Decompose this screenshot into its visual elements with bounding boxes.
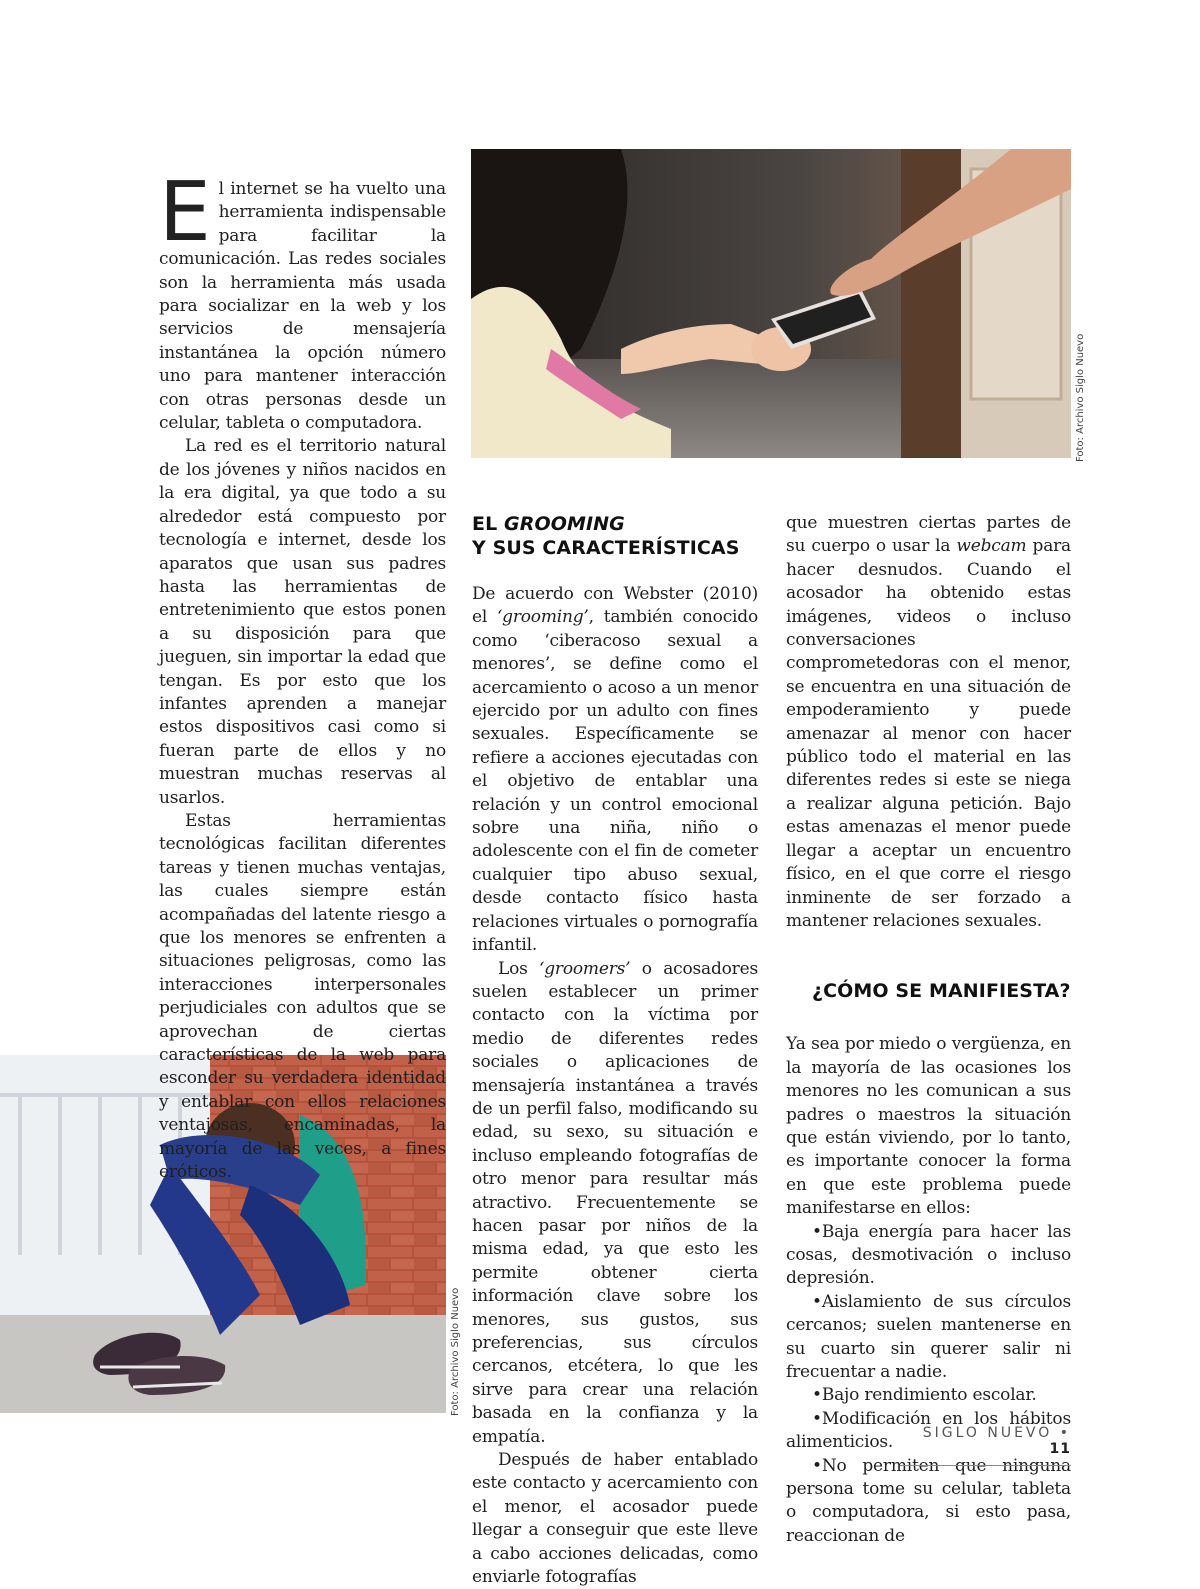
text: o acosadores suelen establecer un primer contacto con la víctima por medio de diferentes redes sociales o aplicaciones de mensajería instantánea a través de un perfil falso, modificando su edad, su sexo, su situación e incluso empleando fotografías de otro menor para resultar más atractivo. Frecuentemente se hacen pasar por niños de la misma edad, ya que esto les permite obtener cierta información clave sobre los menores, sus gustos, sus preferencias, sus círculos cercanos, etcétera, lo que les sirve para crear una relación basada en la confianza y la empatía. (472, 958, 758, 1447)
section-heading-text: ¿CÓMO SE MANIFIESTA? (812, 980, 1071, 1003)
paragraph (786, 512, 1071, 933)
section-heading-line-2: Y SUS CARACTERÍSTICAS (472, 537, 740, 559)
heading-emphasis: GROOMING (504, 513, 625, 535)
text: De acuerdo con Webster (2010) el (472, 584, 758, 628)
section-heading-grooming (472, 512, 772, 560)
paragraph (472, 958, 758, 1450)
photo-child-with-phone-image (471, 149, 1071, 458)
drop-cap: E (159, 165, 211, 260)
magazine-name: SIGLO NUEVO (922, 1425, 1053, 1441)
paragraph: Después de haber entablado este contacto y acercamiento con el menor, el acosador puede llegar a conseguir que este lleve a cabo acciones delicadas, como enviarle fotografías (472, 1450, 758, 1588)
paragraph-intro-text: l internet se ha vuelto una herramienta indispensable para facilitar la comunicación. Las redes sociales son la herramienta más usada para socializar en la web y los servicios de mensajería instantánea la opción número uno para mantener interacción con otras personas desde un celular, tableta o computadora. (159, 179, 446, 434)
text: para hacer desnudos. Cuando el acosador ha obtenido estas imágenes, videos o incluso conversaciones comprometedoras con el menor, se encuentra en una situación de empoderamiento y puede amenazar al menor con hacer público todo el material en las diferentes redes si este se niega a realizar alguna petición. Bajo estas amenazas el menor puede llegar a aceptar un encuentro físico, en el que corre el riesgo inminente de ser forzado a mantener relaciones sexuales. (786, 536, 1071, 931)
emphasis: ‘groomers’ (539, 958, 631, 979)
photo-credit-top: Foto: Archivo Siglo Nuevo (1075, 333, 1086, 462)
text: que muestren ciertas partes de su cuerpo o usar la (786, 513, 1071, 557)
text: , también conocido como ‘ciberacoso sexual a menores’, se define como el acercamiento o acoso a un menor ejercido por un adulto con fines sexuales. Específicamente se refiere a acciones ejecutadas con el objetivo de entablar una relación y un control emocional sobre una niña, niño o adolescente con el fin de cometer cualquier tipo abuso sexual, desde contacto físico hasta relaciones virtuales o pornografía infantil. (472, 607, 758, 956)
bullet-item: •No permiten que ninguna persona tome su celular, tableta o computadora, si esto pasa, reaccionan de (786, 1455, 1071, 1546)
paragraph (472, 583, 758, 958)
section-heading-line-1 (472, 512, 772, 536)
bullet-item: •Baja energía para hacer las cosas, desmotivación o incluso depresión. (786, 1221, 1071, 1289)
page-footer (900, 1425, 1071, 1466)
article-column-3 (786, 512, 1071, 1548)
paragraph-intro (159, 165, 446, 435)
emphasis: webcam (956, 536, 1027, 557)
page-number: 11 (1049, 1441, 1071, 1457)
paragraph: Estas herramientas tecnológicas facilitan diferentes tareas y tienen muchas ventajas, las cuales siempre están acompañadas del latente riesgo a que los menores se enfrenten a situaciones peligrosas, como las interacciones interpersonales perjudiciales con adultos que se aprovechan de ciertas características de la web para esconder su verdadera identidad y entablar con ellos relaciones ventajosas, encaminadas, la mayoría de las veces, a fines eróticos. (159, 810, 446, 1183)
heading-text: EL (472, 513, 505, 535)
article-column-2 (472, 583, 758, 1589)
article-column-1 (159, 165, 446, 1184)
photo-credit-bottom: Foto: Archivo Siglo Nuevo (450, 1287, 461, 1416)
bullet-item: •Aislamiento de sus círculos cercanos; suelen mantenerse en su cuarto sin querer salir ni frecuentar a nadie. (786, 1291, 1071, 1382)
photo-child-with-phone (471, 149, 1071, 458)
bullet-item: •Bajo rendimiento escolar. (812, 1385, 1037, 1406)
paragraph: La red es el territorio natural de los jóvenes y niños nacidos en la era digital, ya que todo a su alrededor está compuesto por tecnología e internet, desde los aparatos que usan sus padres hasta las herramientas de entretenimiento que estos ponen a su disposición para que jueguen, sin importar la edad que tengan. Es por esto que los infantes aprenden a manejar estos dispositivos casi como si fueran parte de ellos y no muestran muchas reservas al usarlos. (159, 436, 446, 808)
footer-separator: • (1052, 1425, 1071, 1441)
emphasis: ‘grooming’ (496, 607, 589, 628)
text: Los (498, 958, 540, 979)
section-heading-manifestation (786, 979, 1071, 1003)
paragraph: Ya sea por miedo o vergüenza, en la mayoría de las ocasiones los menores no les comunican a sus padres o maestros la situación que están viviendo, por lo tanto, es importante conocer la forma en que este problema puede manifestarse en ellos: (786, 1034, 1071, 1219)
bullet-item: •Modificación en los hábitos alimenticios. (786, 1408, 1071, 1453)
